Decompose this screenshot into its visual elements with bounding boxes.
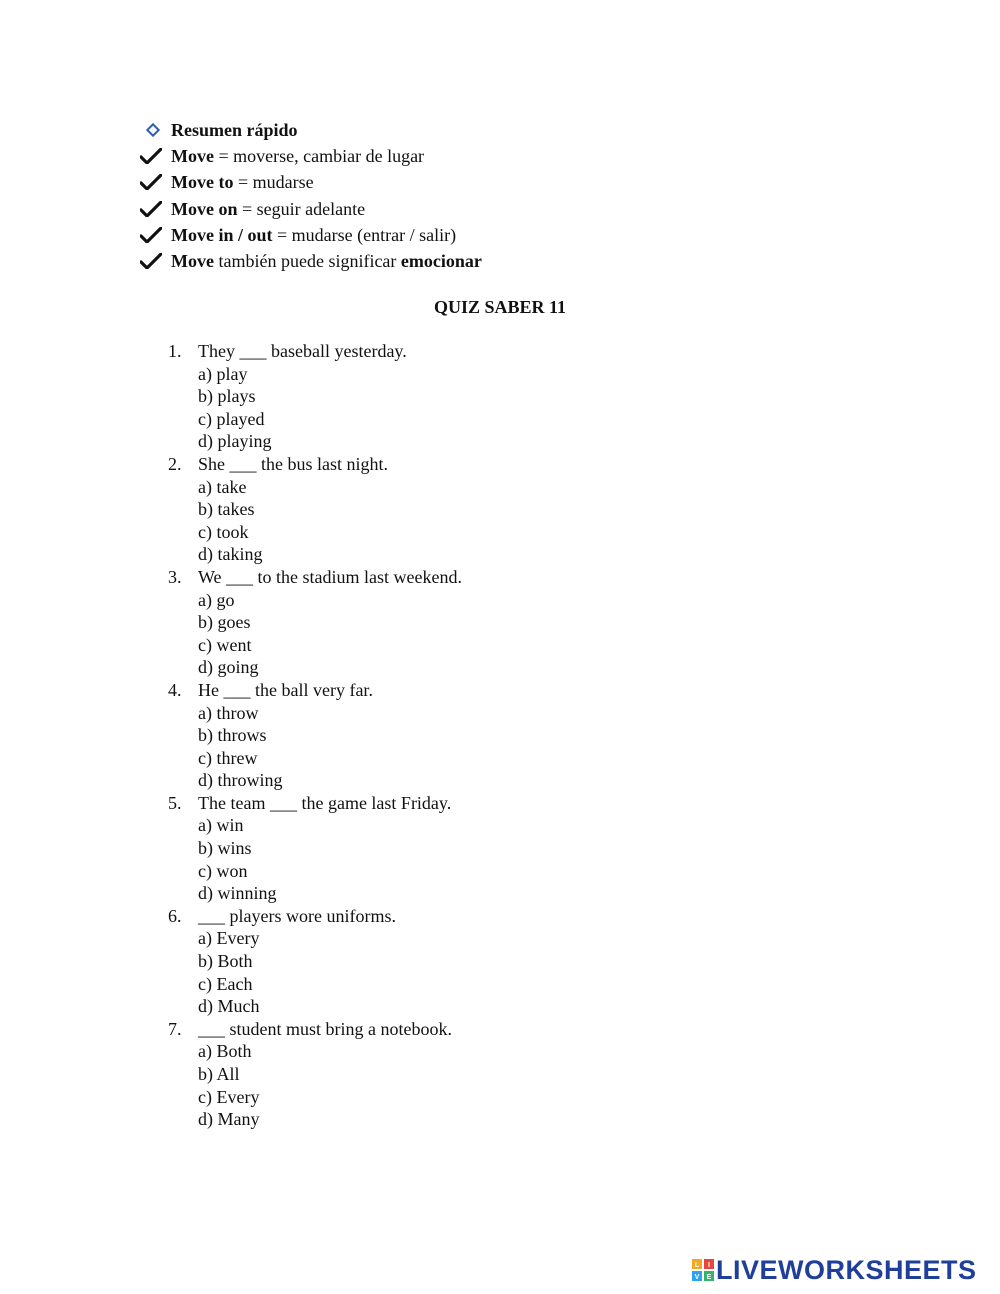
quiz-question [168, 792, 462, 905]
svg-text:L: L [694, 1262, 700, 1269]
answer-option: a) win [198, 815, 244, 836]
answer-options [168, 476, 462, 566]
summary-item [140, 143, 482, 169]
summary-term: Move [171, 251, 214, 272]
question-number: 1. [168, 341, 182, 361]
answer-option: b) takes [198, 499, 255, 520]
checkmark-icon [140, 148, 171, 164]
quiz-question [168, 566, 462, 679]
answer-option: c) Each [198, 973, 253, 994]
question-number: 6. [168, 905, 182, 926]
question-number: 5. [168, 792, 182, 813]
quiz-title: QUIZ SABER 11 [433, 297, 567, 317]
question-number: 7. [168, 1018, 182, 1039]
question-line [168, 905, 462, 928]
summary-term: Move on [171, 198, 238, 219]
checkmark-icon [140, 174, 171, 190]
answer-option: c) played [198, 408, 265, 429]
answer-options [168, 927, 462, 1017]
summary-heading: Resumen rápido [171, 120, 298, 141]
answer-option: d) taking [198, 544, 263, 565]
answer-options [168, 589, 462, 679]
question-line [168, 792, 462, 815]
answer-option: a) Both [198, 1041, 252, 1062]
question-text: They ___ baseball yesterday. [198, 341, 407, 361]
question-line [168, 679, 462, 702]
question-text: ___ players wore uniforms. [198, 905, 396, 926]
summary-definition: = mudarse (entrar / salir) [272, 224, 457, 245]
svg-text:V: V [694, 1274, 700, 1281]
question-line [168, 1018, 462, 1041]
question-text: We ___ to the stadium last weekend. [198, 566, 462, 587]
summary-definition: = moverse, cambiar de lugar [213, 146, 425, 167]
answer-option: c) won [198, 860, 248, 881]
summary-item [140, 222, 482, 248]
svg-text:E: E [706, 1274, 712, 1281]
answer-option: b) plays [198, 386, 256, 407]
answer-option: b) Both [198, 951, 253, 972]
answer-options [168, 1040, 462, 1130]
checkmark-icon [140, 227, 171, 243]
checkmark-icon [140, 201, 171, 217]
summary-term: Move [171, 146, 214, 167]
answer-options [168, 702, 462, 792]
question-number: 2. [168, 453, 182, 474]
answer-option: b) wins [198, 838, 252, 859]
svg-text:I: I [708, 1262, 710, 1269]
summary-term: Move to [171, 172, 234, 193]
answer-option: d) going [198, 657, 259, 678]
summary-term-emphasis: emocionar [400, 251, 482, 272]
answer-option: d) throwing [198, 770, 283, 791]
summary-term: Move in / out [171, 224, 273, 245]
question-number: 4. [168, 679, 182, 700]
answer-option: d) Much [198, 996, 260, 1017]
diamond-bullet-icon [140, 125, 171, 135]
answer-option: d) playing [198, 431, 272, 452]
answer-option: c) threw [198, 747, 258, 768]
question-text: He ___ the ball very far. [198, 679, 373, 700]
summary-item [140, 169, 482, 195]
question-text: The team ___ the game last Friday. [198, 792, 452, 813]
quiz-question [168, 340, 462, 453]
quiz-question [168, 905, 462, 1018]
summary-heading-row [140, 117, 482, 143]
answer-option: d) winning [198, 883, 277, 904]
answer-option: d) Many [198, 1109, 260, 1130]
summary-definition: también puede significar [213, 251, 401, 272]
answer-options [168, 814, 462, 904]
answer-option: b) throws [198, 725, 267, 746]
summary-item [140, 248, 482, 274]
answer-options [168, 363, 462, 453]
summary-definition: = mudarse [233, 172, 314, 193]
question-number: 3. [168, 566, 182, 587]
answer-option: b) All [198, 1064, 240, 1084]
liveworksheets-logo [692, 1254, 977, 1286]
summary-definition: = seguir adelante [237, 198, 366, 219]
question-line [168, 340, 462, 363]
answer-option: c) went [198, 634, 252, 655]
answer-option: c) took [198, 521, 249, 542]
answer-option: b) goes [198, 612, 251, 633]
quiz-questions [168, 340, 462, 1131]
answer-option: a) play [198, 363, 248, 384]
summary-item [140, 196, 482, 222]
answer-option: a) throw [198, 702, 259, 723]
question-text: ___ student must bring a notebook. [198, 1018, 452, 1039]
checkmark-icon [140, 253, 171, 269]
summary-list [140, 117, 482, 274]
answer-option: a) Every [198, 928, 260, 949]
quiz-question [168, 453, 462, 566]
question-line [168, 566, 462, 589]
liveworksheets-logo-icon [692, 1259, 714, 1281]
answer-option: a) take [198, 476, 247, 497]
question-text: She ___ the bus last night. [198, 453, 388, 474]
quiz-question [168, 1018, 462, 1131]
quiz-question [168, 679, 462, 792]
answer-option: a) go [198, 589, 235, 610]
answer-option: c) Every [198, 1086, 260, 1107]
question-line [168, 453, 462, 476]
liveworksheets-logo-text: LIVEWORKSHEETS [716, 1255, 977, 1285]
